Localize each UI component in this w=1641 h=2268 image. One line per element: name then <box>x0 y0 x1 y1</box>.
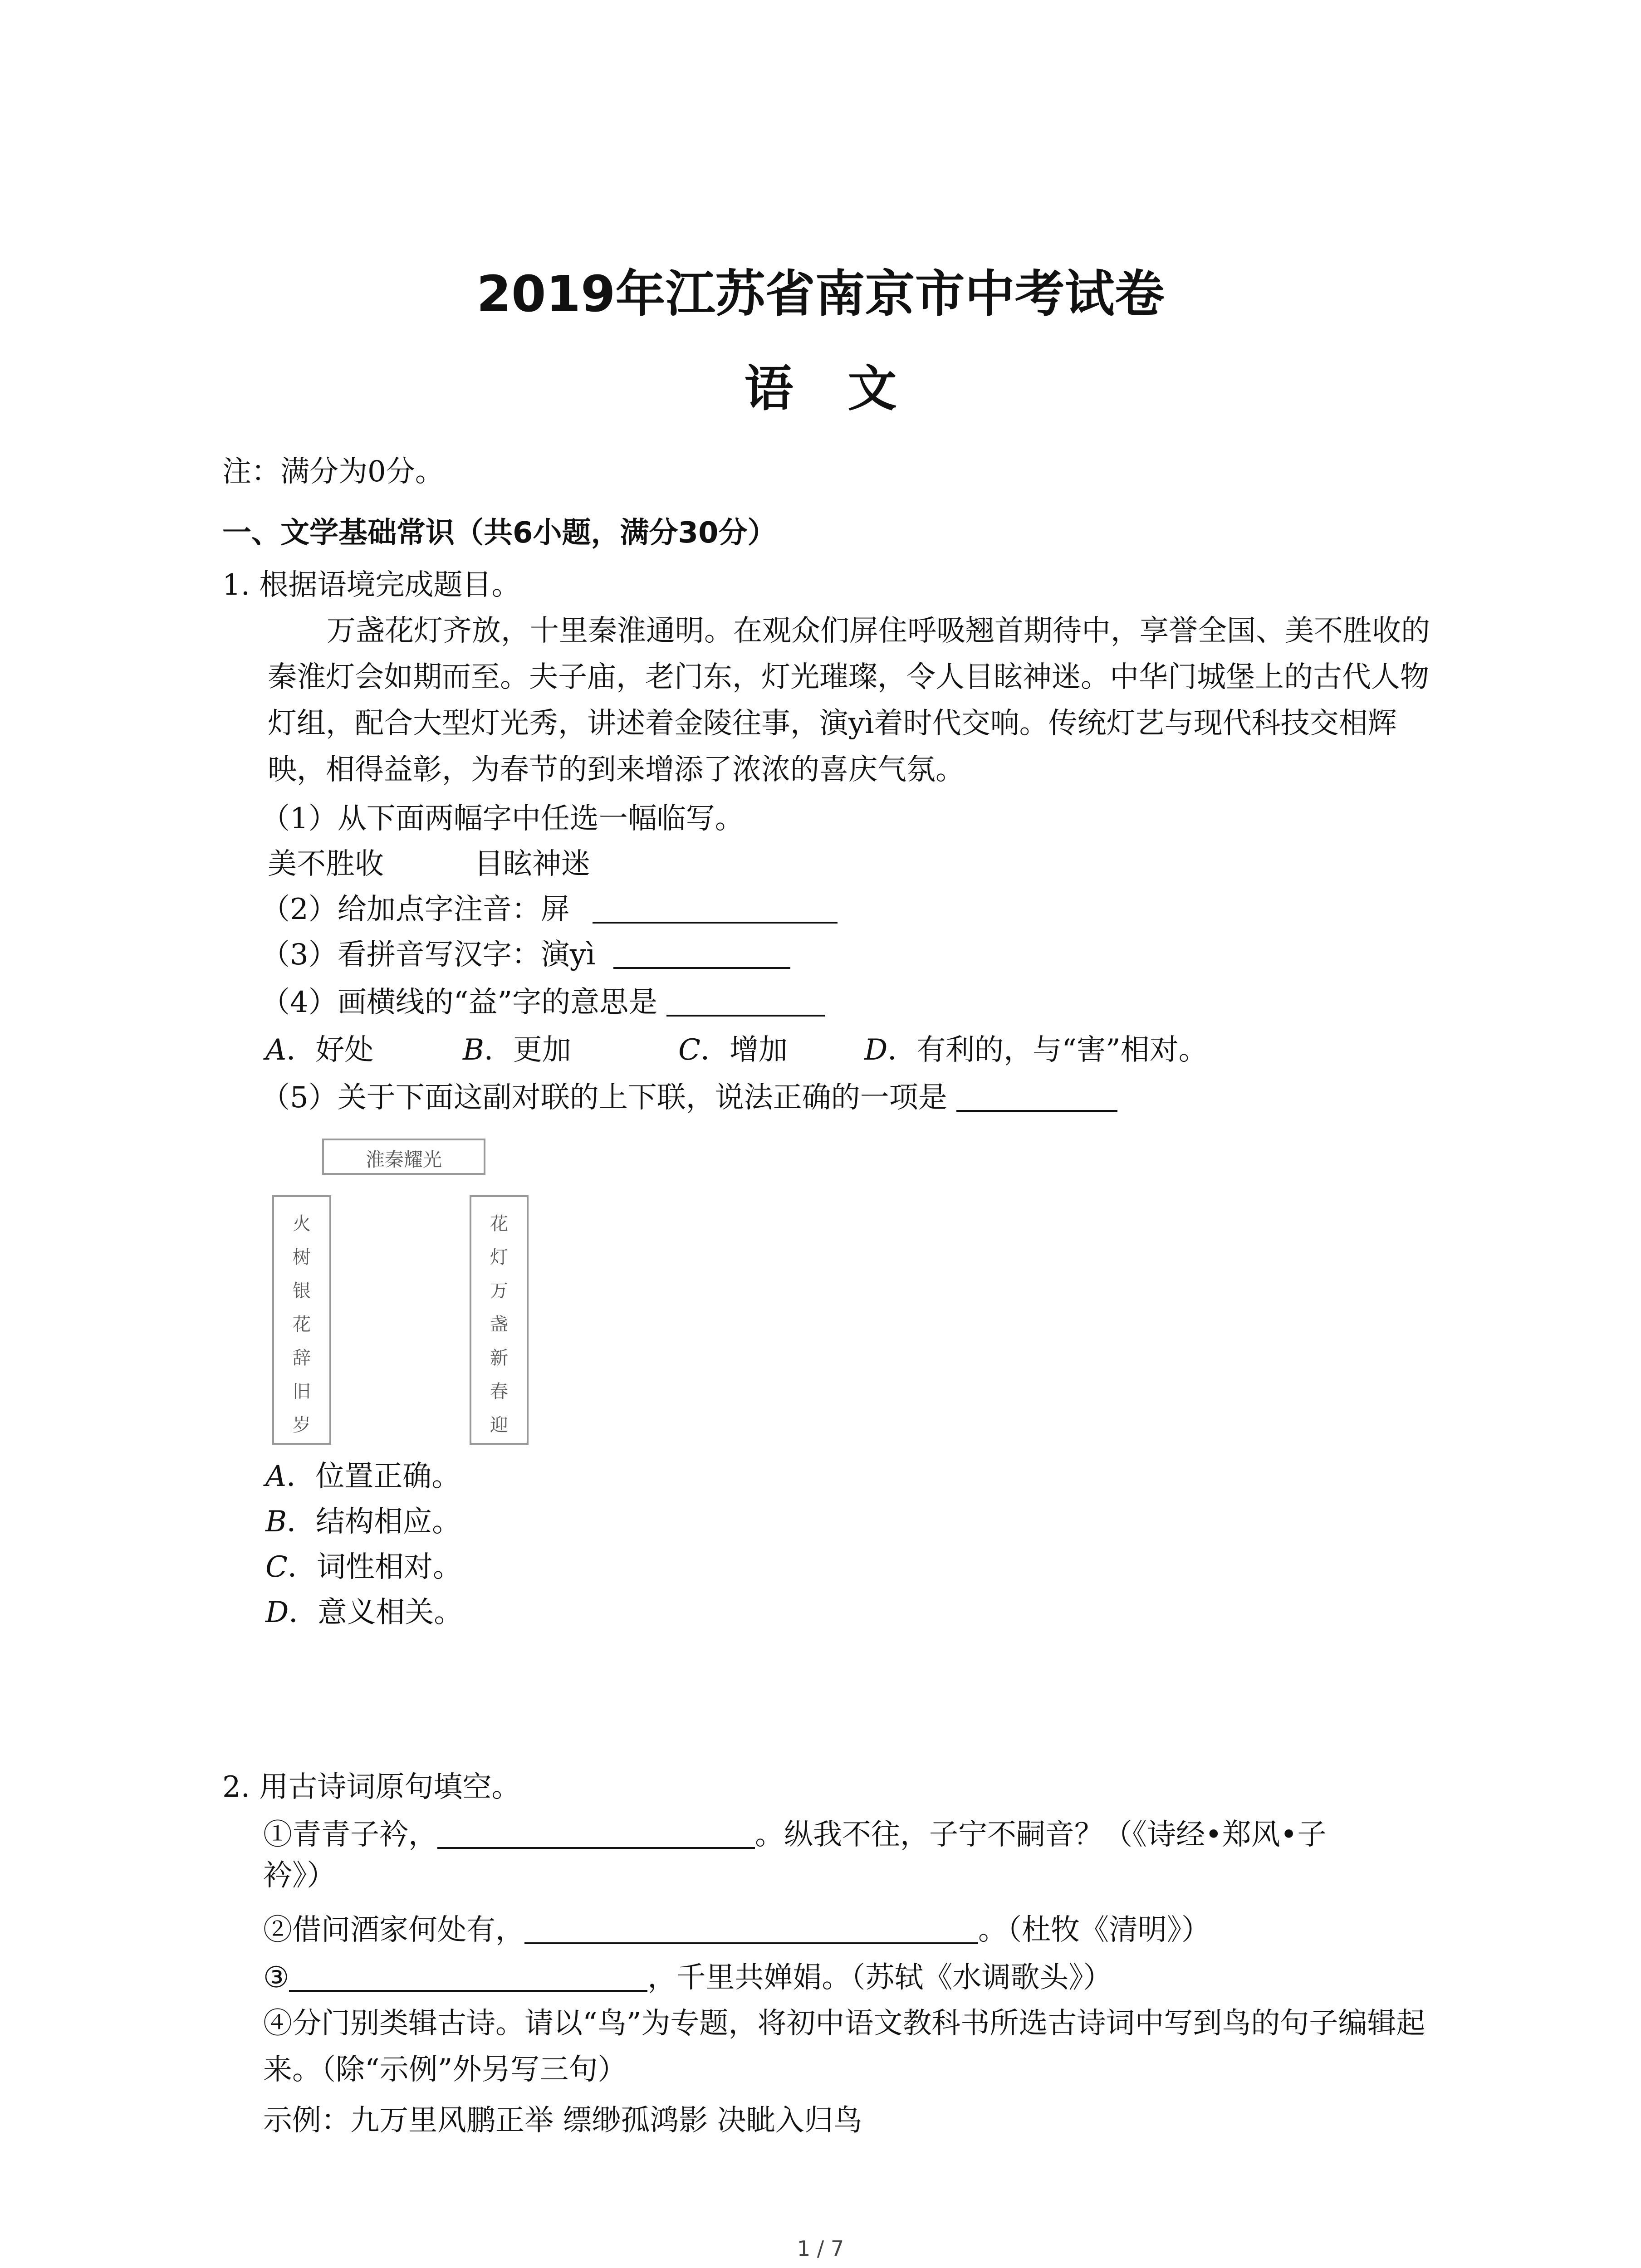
q1-sub3-label: （3）看拼音写汉字：演yì <box>261 938 596 972</box>
q2-line-1-cont: 衿》） <box>263 1859 336 1892</box>
q1-passage: 万盏花灯齐放，十里秦淮通明。在观众们屏住呼吸翘首期待中，享誉全国、美不胜收的秦淮灯会如期而至。夫子庙，老门东，灯光璀璨，令人目眩神迷。中华门城堡上的古代人物灯组，配合大型灯光秀，讲述着金陵往事，演yì着时代交响。传统灯艺与现代科技交相辉映，相得益彰，为春节的到来增添了浓浓的喜庆气氛。 <box>268 614 1430 787</box>
q1-sub5-option-b: B．结构相应。 <box>265 1505 461 1539</box>
q1-sub4-option-b: B．更加 <box>463 1033 572 1067</box>
q1-sub1-word-1: 美不胜收 <box>268 847 384 881</box>
q2-line-3: ③ ，千里共婵娟。（苏轼《水调歌头》） <box>263 1961 1112 1994</box>
q1-sub4-option-d: D．有利的，与“害”相对。 <box>864 1033 1208 1067</box>
q2-line-1: ①青青子衿， 。纵我不往，子宁不嗣音？（《诗经•郑风•子 <box>263 1818 1327 1852</box>
q1-sub5-label: （5）关于下面这副对联的上下联，说法正确的一项是 <box>261 1081 947 1114</box>
q2-example: 示例：九万里风鹏正举 缥缈孤鸿影 决眦入归鸟 <box>263 2104 862 2137</box>
score-note: 注：满分为0分。 <box>222 455 444 489</box>
answer-blank[interactable] <box>593 894 838 924</box>
couplet-right-scroll <box>470 1195 529 1445</box>
q1-sub3 <box>261 934 790 975</box>
answer-blank[interactable] <box>956 1083 1117 1112</box>
q2-line-2: ②借问酒家何处有， 。（杜牧《清明》） <box>263 1913 1210 1947</box>
page-number: 1 / 7 <box>797 2236 844 2261</box>
q2-line-4: ④分门别类辑古诗。请以“鸟”为专题，将初中语文教科书所选古诗词中写到鸟的句子编辑起来。（除“示例”外另写三句） <box>263 2007 1425 2087</box>
q1-sub2 <box>261 889 838 930</box>
q1-sub4 <box>261 982 825 1023</box>
couplet-right-text: 花 灯 万 盏 新 春 迎 <box>490 1213 508 1436</box>
answer-blank[interactable] <box>437 1820 755 1849</box>
q1-stem: 1. 根据语境完成题目。 <box>222 568 521 602</box>
answer-blank[interactable] <box>524 1915 978 1944</box>
couplet-horizontal-scroll <box>322 1139 485 1175</box>
q1-sub5-option-c: C．词性相对。 <box>265 1550 462 1584</box>
q2-stem: 2. 用古诗词原句填空。 <box>222 1770 521 1804</box>
q1-sub5-option-a: A．位置正确。 <box>265 1460 461 1493</box>
q1-sub5-option-d: D．意义相关。 <box>265 1596 463 1629</box>
q1-sub2-label: （2）给加点字注音：屏 <box>261 893 570 926</box>
couplet-left-scroll <box>272 1195 331 1445</box>
q1-sub1-word-2: 目眩神迷 <box>474 847 590 881</box>
answer-blank[interactable] <box>666 987 825 1017</box>
q1-sub5 <box>261 1077 1117 1118</box>
answer-blank[interactable] <box>613 940 790 969</box>
subject-title: 语文 <box>744 361 951 417</box>
couplet-horizontal-text: 淮秦耀光 <box>365 1149 442 1171</box>
exam-title: 2019年江苏省南京市中考试卷 <box>476 265 1165 323</box>
q1-sub4-option-c: C．增加 <box>678 1033 788 1067</box>
q1-sub4-label: （4）画横线的“益”字的意思是 <box>261 986 658 1019</box>
couplet-left-text: 火 树 银 花 辞 旧 岁 <box>293 1213 311 1436</box>
q1-sub1: （1）从下面两幅字中任选一幅临写。 <box>261 802 744 836</box>
q1-sub4-option-a: A．好处 <box>265 1033 374 1067</box>
section-heading: 一、文学基础常识（共6小题，满分30分） <box>222 516 777 550</box>
answer-blank[interactable] <box>289 1963 647 1992</box>
